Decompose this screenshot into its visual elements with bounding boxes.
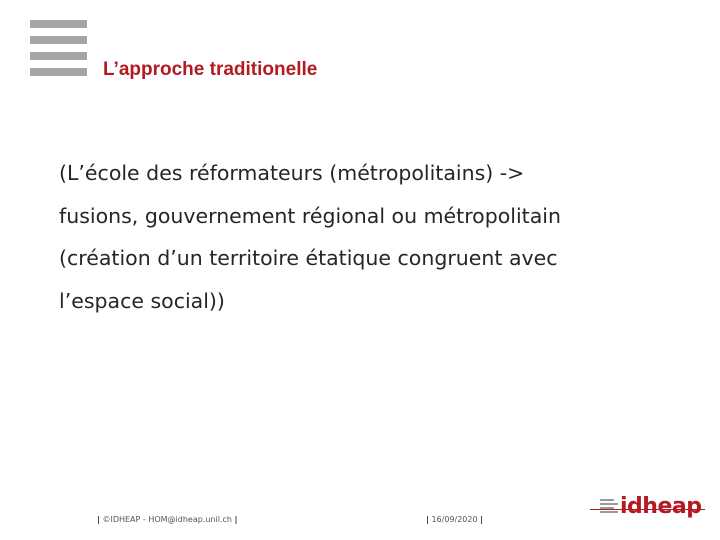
body-line: fusions, gouvernement régional ou métropolitain — [59, 203, 561, 228]
slide-title: L’approche traditionelle — [103, 59, 318, 80]
decorative-bar — [30, 68, 87, 76]
decorative-bar — [30, 36, 87, 44]
footer-separator: | — [480, 515, 484, 524]
footer-contact — [97, 515, 237, 524]
idheap-logo — [600, 491, 701, 521]
body-line: l’espace social)) — [59, 288, 225, 313]
body-line: (L’école des réformateurs (métropolitains) -> — [59, 161, 525, 185]
logo-text: idheap — [620, 493, 702, 519]
slide-body — [59, 152, 699, 322]
decorative-bar — [30, 20, 87, 28]
footer-separator: | — [234, 515, 238, 524]
body-line: (création d’un territoire étatique congruent avec — [59, 246, 558, 270]
footer-separator: | — [97, 515, 100, 524]
footer-separator: | — [426, 515, 429, 524]
footer-date — [426, 515, 483, 524]
decorative-bar — [30, 52, 87, 60]
stacked-lines-icon — [600, 497, 618, 515]
footer-contact-text: ©IDHEAP - HOM@idheap.unil.ch — [102, 515, 232, 524]
decorative-bars — [30, 20, 87, 76]
footer-date-text: 16/09/2020 — [431, 515, 478, 524]
